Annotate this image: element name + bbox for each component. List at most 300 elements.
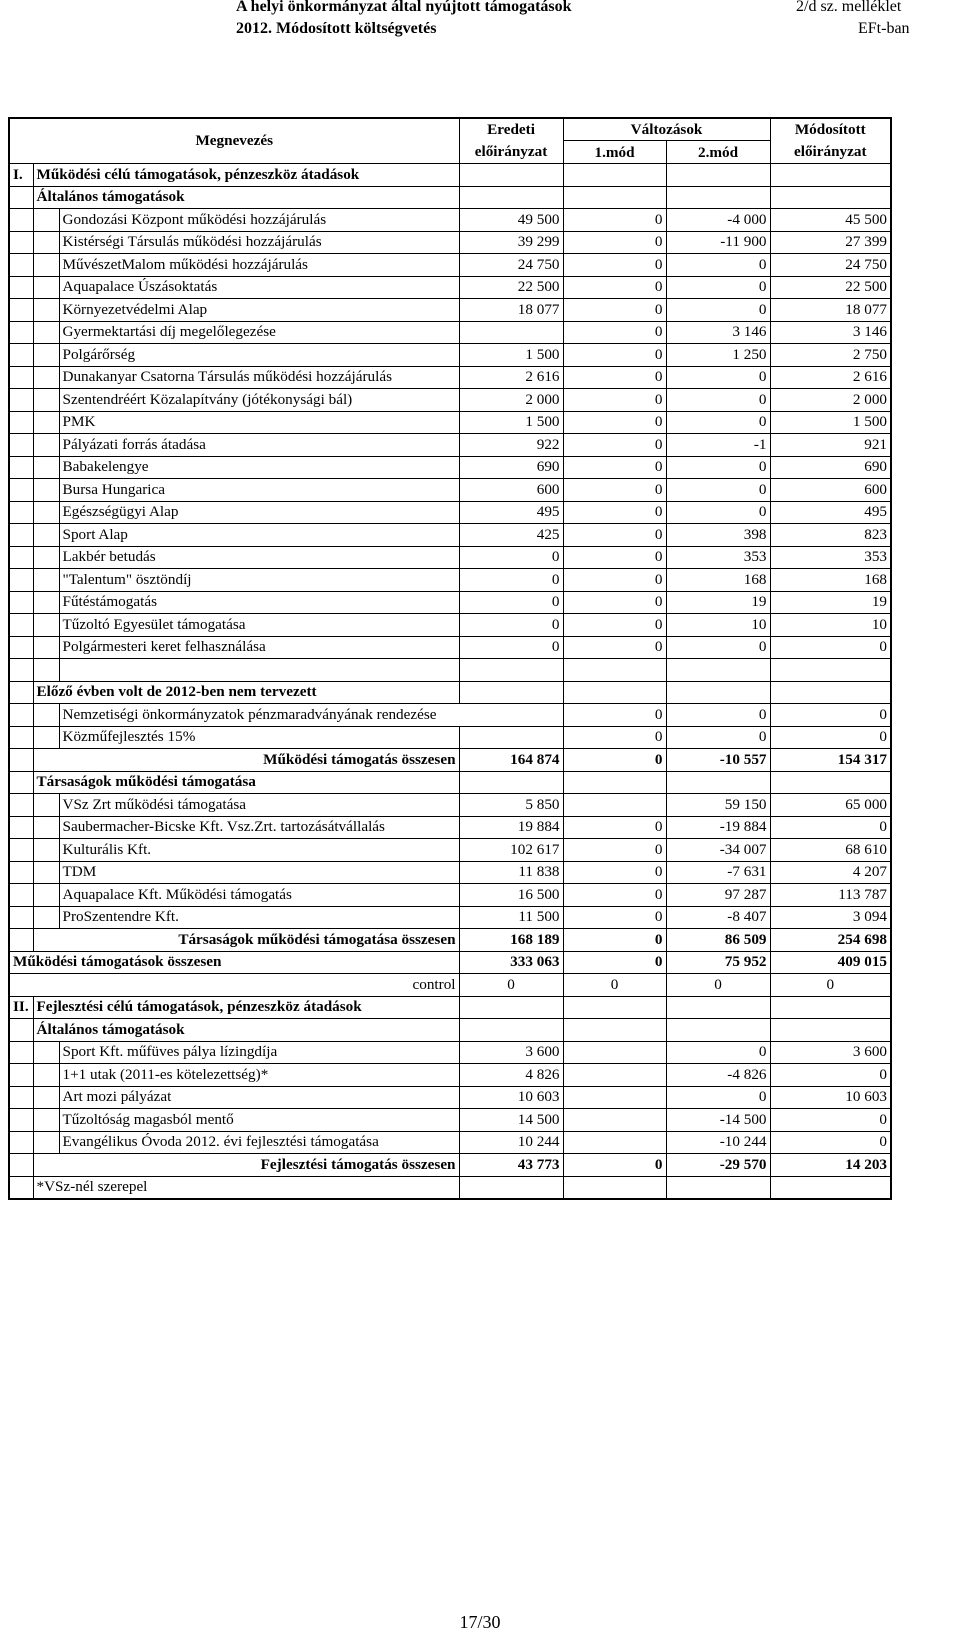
table-row: [9, 411, 891, 434]
table-cell: 0: [666, 276, 770, 299]
table-cell: [33, 726, 59, 749]
table-cell: Pályázati forrás átadása: [59, 434, 459, 457]
table-cell: 0: [666, 974, 770, 997]
table-cell: II.: [9, 996, 33, 1019]
table-cell: [33, 591, 59, 614]
table-cell: Tűzoltóság magasból mentő: [59, 1109, 459, 1132]
table-cell: 0: [563, 434, 666, 457]
table-cell: [459, 186, 563, 209]
table-cell: [33, 344, 59, 367]
table-cell: [33, 389, 59, 412]
table-cell: 0: [563, 726, 666, 749]
table-cell: -10 244: [666, 1131, 770, 1154]
table-cell: [563, 1064, 666, 1087]
table-row: [9, 546, 891, 569]
table-cell: 0: [563, 231, 666, 254]
table-row: [9, 906, 891, 929]
table-cell: Előző évben volt de 2012-ben nem tervezett: [33, 681, 459, 704]
table-cell: [9, 254, 33, 277]
table-cell: 11 838: [459, 861, 563, 884]
table-cell: 0: [563, 929, 666, 952]
table-cell: 22 500: [459, 276, 563, 299]
table-cell: 97 287: [666, 884, 770, 907]
table-cell: Bursa Hungarica: [59, 479, 459, 502]
table-cell: 0: [563, 501, 666, 524]
table-cell: [9, 1086, 33, 1109]
table-cell: 495: [770, 501, 891, 524]
table-row: [9, 951, 891, 974]
table-cell: 19: [770, 591, 891, 614]
table-cell: 3 146: [666, 321, 770, 344]
table-cell: [9, 186, 33, 209]
table-cell: [666, 1176, 770, 1199]
table-cell: 495: [459, 501, 563, 524]
table-cell: [459, 1176, 563, 1199]
table-cell: [9, 209, 33, 232]
table-cell: [666, 996, 770, 1019]
table-cell: [9, 366, 33, 389]
table-cell: 0: [563, 614, 666, 637]
table-cell: 18 077: [459, 299, 563, 322]
table-cell: 0: [563, 254, 666, 277]
table-cell: [33, 411, 59, 434]
table-row: [9, 1019, 891, 1042]
table-row: [9, 771, 891, 794]
table-cell: 690: [770, 456, 891, 479]
table-cell: [563, 1109, 666, 1132]
table-row: [9, 164, 891, 187]
table-cell: 0: [563, 569, 666, 592]
table-body: [9, 164, 891, 1199]
table-cell: [9, 1109, 33, 1132]
page-number: 17/30: [459, 1612, 501, 1632]
table-cell: 1 250: [666, 344, 770, 367]
table-row: [9, 276, 891, 299]
table-row: [9, 569, 891, 592]
column-header-mod2: 2.mód: [666, 141, 770, 164]
table-cell: 409 015: [770, 951, 891, 974]
table-cell: 113 787: [770, 884, 891, 907]
table-cell: 0: [666, 726, 770, 749]
table-cell: [666, 164, 770, 187]
table-cell: [9, 1131, 33, 1154]
table-cell: 10 244: [459, 1131, 563, 1154]
table-row: [9, 231, 891, 254]
table-cell: Kulturális Kft.: [59, 839, 459, 862]
table-row: [9, 1064, 891, 1087]
table-row: [9, 636, 891, 659]
table-cell: [33, 1086, 59, 1109]
table-cell: [563, 996, 666, 1019]
table-cell: 0: [666, 479, 770, 502]
table-cell: [33, 1131, 59, 1154]
table-cell: Nemzetiségi önkormányzatok pénzmaradványának rendezése: [59, 704, 563, 727]
table-cell: 19 884: [459, 816, 563, 839]
table-cell: 39 299: [459, 231, 563, 254]
table-cell: [563, 1086, 666, 1109]
table-cell: 0: [666, 704, 770, 727]
table-cell: 0: [563, 276, 666, 299]
table-cell: [33, 704, 59, 727]
table-cell: 0: [770, 726, 891, 749]
table-cell: [59, 659, 459, 682]
table-cell: 22 500: [770, 276, 891, 299]
table-cell: Tűzoltó Egyesület támogatása: [59, 614, 459, 637]
table-cell: Működési támogatások összesen: [9, 951, 459, 974]
table-cell: [770, 681, 891, 704]
table-row: [9, 524, 891, 547]
table-cell: [666, 771, 770, 794]
table-cell: 24 750: [459, 254, 563, 277]
table-cell: Aquapalace Úszásoktatás: [59, 276, 459, 299]
table-cell: Működési támogatás összesen: [33, 749, 459, 772]
table-cell: 0: [770, 1064, 891, 1087]
table-cell: 24 750: [770, 254, 891, 277]
table-cell: Társaságok működési támogatása összesen: [33, 929, 459, 952]
table-row: [9, 321, 891, 344]
table-cell: 14 500: [459, 1109, 563, 1132]
table-cell: 0: [563, 344, 666, 367]
table-cell: 0: [459, 546, 563, 569]
table-cell: 3 094: [770, 906, 891, 929]
table-row: [9, 299, 891, 322]
table-cell: 65 000: [770, 794, 891, 817]
table-cell: [770, 996, 891, 1019]
table-cell: [33, 276, 59, 299]
table-row: [9, 344, 891, 367]
table-cell: 59 150: [666, 794, 770, 817]
table-cell: "Talentum" ösztöndíj: [59, 569, 459, 592]
table-cell: 0: [563, 591, 666, 614]
column-header-changes: Változások: [563, 118, 770, 141]
table-cell: 0: [563, 456, 666, 479]
table-cell: [33, 546, 59, 569]
table-cell: 353: [666, 546, 770, 569]
table-cell: Általános támogatások: [33, 186, 459, 209]
table-cell: [33, 321, 59, 344]
table-cell: 164 874: [459, 749, 563, 772]
table-row: [9, 591, 891, 614]
table-cell: 168: [770, 569, 891, 592]
table-cell: [33, 366, 59, 389]
table-cell: [9, 456, 33, 479]
table-cell: 14 203: [770, 1154, 891, 1177]
table-cell: -4 000: [666, 209, 770, 232]
table-cell: [9, 434, 33, 457]
table-cell: 10: [666, 614, 770, 637]
table-cell: 0: [563, 906, 666, 929]
table-row: [9, 209, 891, 232]
table-cell: 0: [666, 299, 770, 322]
unit-label: EFt-ban: [858, 20, 910, 37]
table-cell: [666, 186, 770, 209]
table-cell: [9, 321, 33, 344]
table-cell: Sport Alap: [59, 524, 459, 547]
table-cell: [33, 299, 59, 322]
table-cell: 0: [666, 1041, 770, 1064]
table-cell: [770, 164, 891, 187]
table-cell: [9, 614, 33, 637]
table-row: [9, 996, 891, 1019]
table-cell: [9, 816, 33, 839]
table-cell: MűvészetMalom működési hozzájárulás: [59, 254, 459, 277]
table-row: [9, 614, 891, 637]
table-cell: [9, 659, 33, 682]
table-cell: [9, 906, 33, 929]
table-cell: Saubermacher-Bicske Kft. Vsz.Zrt. tartozásátvállalás: [59, 816, 459, 839]
table-cell: 0: [563, 816, 666, 839]
table-row: [9, 929, 891, 952]
table-cell: -29 570: [666, 1154, 770, 1177]
table-cell: -10 557: [666, 749, 770, 772]
table-cell: [9, 546, 33, 569]
table-cell: 18 077: [770, 299, 891, 322]
table-cell: [563, 1131, 666, 1154]
table-cell: 0: [666, 1086, 770, 1109]
table-cell: -7 631: [666, 861, 770, 884]
table-cell: [9, 1019, 33, 1042]
table-cell: 102 617: [459, 839, 563, 862]
table-cell: 0: [666, 366, 770, 389]
table-cell: [33, 839, 59, 862]
table-cell: [9, 591, 33, 614]
table-cell: [9, 749, 33, 772]
table-row: [9, 1041, 891, 1064]
table-cell: 921: [770, 434, 891, 457]
table-cell: [33, 794, 59, 817]
table-cell: 154 317: [770, 749, 891, 772]
table-cell: [563, 659, 666, 682]
table-cell: Polgármesteri keret felhasználása: [59, 636, 459, 659]
table-cell: [33, 524, 59, 547]
table-row: [9, 389, 891, 412]
table-cell: 0: [563, 839, 666, 862]
table-cell: Polgárőrség: [59, 344, 459, 367]
table-cell: 168: [666, 569, 770, 592]
table-cell: Működési célú támogatások, pénzeszköz átadások: [33, 164, 459, 187]
table-cell: [770, 1019, 891, 1042]
table-cell: TDM: [59, 861, 459, 884]
table-row: [9, 434, 891, 457]
table-cell: [9, 681, 33, 704]
table-cell: [9, 726, 33, 749]
table-cell: [666, 659, 770, 682]
table-cell: 0: [459, 636, 563, 659]
table-cell: -19 884: [666, 816, 770, 839]
table-cell: [459, 771, 563, 794]
table-cell: [9, 1154, 33, 1177]
table-cell: 1+1 utak (2011-es kötelezettség)*: [59, 1064, 459, 1087]
table-cell: [9, 389, 33, 412]
table-cell: [459, 659, 563, 682]
table-row: [9, 816, 891, 839]
column-header-mod1: 1.mód: [563, 141, 666, 164]
table-cell: [9, 839, 33, 862]
table-row: [9, 704, 891, 727]
table-row: [9, 366, 891, 389]
table-cell: [459, 321, 563, 344]
table-cell: 0: [459, 614, 563, 637]
table-cell: [770, 186, 891, 209]
column-header-modified: Módosított előirányzat: [770, 118, 891, 164]
table-row: [9, 1086, 891, 1109]
table-cell: [9, 1064, 33, 1087]
table-cell: [459, 164, 563, 187]
table-row: [9, 794, 891, 817]
table-cell: [9, 636, 33, 659]
table-cell: 0: [563, 884, 666, 907]
table-cell: [563, 1176, 666, 1199]
table-cell: [459, 681, 563, 704]
table-row: [9, 456, 891, 479]
table-cell: 45 500: [770, 209, 891, 232]
table-cell: 0: [459, 569, 563, 592]
table-cell: PMK: [59, 411, 459, 434]
table-cell: [33, 816, 59, 839]
table-cell: 398: [666, 524, 770, 547]
table-cell: I.: [9, 164, 33, 187]
table-cell: [9, 276, 33, 299]
table-cell: [9, 344, 33, 367]
table-cell: 3 600: [770, 1041, 891, 1064]
table-cell: 254 698: [770, 929, 891, 952]
table-cell: 0: [563, 321, 666, 344]
table-cell: [33, 906, 59, 929]
table-cell: [9, 794, 33, 817]
table-cell: -34 007: [666, 839, 770, 862]
table-cell: 333 063: [459, 951, 563, 974]
table-cell: 2 000: [770, 389, 891, 412]
table-cell: [9, 861, 33, 884]
table-cell: Szentendréért Közalapítvány (jótékonysági bál): [59, 389, 459, 412]
table-row: [9, 681, 891, 704]
table-cell: [563, 186, 666, 209]
table-cell: 0: [563, 411, 666, 434]
table-cell: Lakbér betudás: [59, 546, 459, 569]
table-cell: 2 616: [459, 366, 563, 389]
table-cell: Fűtéstámogatás: [59, 591, 459, 614]
table-cell: 0: [770, 704, 891, 727]
table-cell: Aquapalace Kft. Működési támogatás: [59, 884, 459, 907]
table-cell: 0: [666, 389, 770, 412]
table-cell: 0: [563, 749, 666, 772]
table-cell: Környezetvédelmi Alap: [59, 299, 459, 322]
table-cell: Egészségügyi Alap: [59, 501, 459, 524]
table-cell: [9, 1041, 33, 1064]
table-cell: 823: [770, 524, 891, 547]
table-cell: [33, 659, 59, 682]
table-row: [9, 659, 891, 682]
table-cell: ProSzentendre Kft.: [59, 906, 459, 929]
table-cell: Gyermektartási díj megelőlegezése: [59, 321, 459, 344]
table-cell: -4 826: [666, 1064, 770, 1087]
table-cell: 10 603: [770, 1086, 891, 1109]
table-cell: 10 603: [459, 1086, 563, 1109]
table-row: [9, 1131, 891, 1154]
table-cell: [9, 501, 33, 524]
table-row: [9, 501, 891, 524]
table-cell: [9, 929, 33, 952]
table-cell: 0: [770, 636, 891, 659]
table-cell: [459, 1019, 563, 1042]
table-cell: [563, 771, 666, 794]
table-row: [9, 1109, 891, 1132]
table-cell: Fejlesztési támogatás összesen: [33, 1154, 459, 1177]
table-cell: 0: [770, 1109, 891, 1132]
table-cell: 0: [563, 636, 666, 659]
table-row: [9, 1154, 891, 1177]
table-cell: [33, 231, 59, 254]
table-cell: 0: [459, 591, 563, 614]
table-cell: Gondozási Központ működési hozzájárulás: [59, 209, 459, 232]
table-cell: 0: [770, 974, 891, 997]
table-cell: 3 146: [770, 321, 891, 344]
table-cell: [9, 1176, 33, 1199]
table-cell: [33, 1109, 59, 1132]
table-cell: [33, 1041, 59, 1064]
table-cell: [33, 501, 59, 524]
table-cell: 0: [666, 456, 770, 479]
table-row: [9, 479, 891, 502]
table-cell: [9, 299, 33, 322]
table-cell: [770, 659, 891, 682]
table-row: [9, 254, 891, 277]
table-cell: 49 500: [459, 209, 563, 232]
table-cell: Közműfejlesztés 15%: [59, 726, 459, 749]
table-row: [9, 749, 891, 772]
table-cell: [563, 1019, 666, 1042]
table-cell: *VSz-nél szerepel: [33, 1176, 459, 1199]
table-cell: [770, 1176, 891, 1199]
table-cell: 5 850: [459, 794, 563, 817]
table-cell: 0: [666, 254, 770, 277]
table-cell: [9, 411, 33, 434]
table-cell: 0: [563, 861, 666, 884]
table-cell: 11 500: [459, 906, 563, 929]
table-cell: control: [9, 974, 459, 997]
table-cell: [33, 434, 59, 457]
report-subtitle: 2012. Módosított költségvetés: [236, 20, 437, 37]
table-cell: Art mozi pályázat: [59, 1086, 459, 1109]
table-cell: [33, 884, 59, 907]
table-cell: 4 207: [770, 861, 891, 884]
table-cell: [666, 1019, 770, 1042]
table-cell: [33, 479, 59, 502]
column-header-original: Eredeti előirányzat: [459, 118, 563, 164]
table-cell: 1 500: [770, 411, 891, 434]
table-cell: 0: [563, 704, 666, 727]
table-cell: Evangélikus Óvoda 2012. évi fejlesztési támogatása: [59, 1131, 459, 1154]
table-row: [9, 1176, 891, 1199]
table-cell: 86 509: [666, 929, 770, 952]
annex-label: 2/d sz. melléklet: [796, 0, 902, 15]
table-cell: [33, 456, 59, 479]
table-cell: 922: [459, 434, 563, 457]
table-cell: 0: [563, 974, 666, 997]
table-cell: Sport Kft. műfüves pálya lízingdíja: [59, 1041, 459, 1064]
table-row: [9, 861, 891, 884]
table-cell: [33, 254, 59, 277]
table-cell: Kistérségi Társulás működési hozzájárulás: [59, 231, 459, 254]
table-cell: Dunakanyar Csatorna Társulás működési hozzájárulás: [59, 366, 459, 389]
table-cell: [9, 704, 33, 727]
table-cell: 0: [666, 501, 770, 524]
table-row: [9, 186, 891, 209]
table-cell: 0: [770, 1131, 891, 1154]
table-cell: 690: [459, 456, 563, 479]
table-cell: 0: [666, 636, 770, 659]
table-cell: 0: [563, 389, 666, 412]
